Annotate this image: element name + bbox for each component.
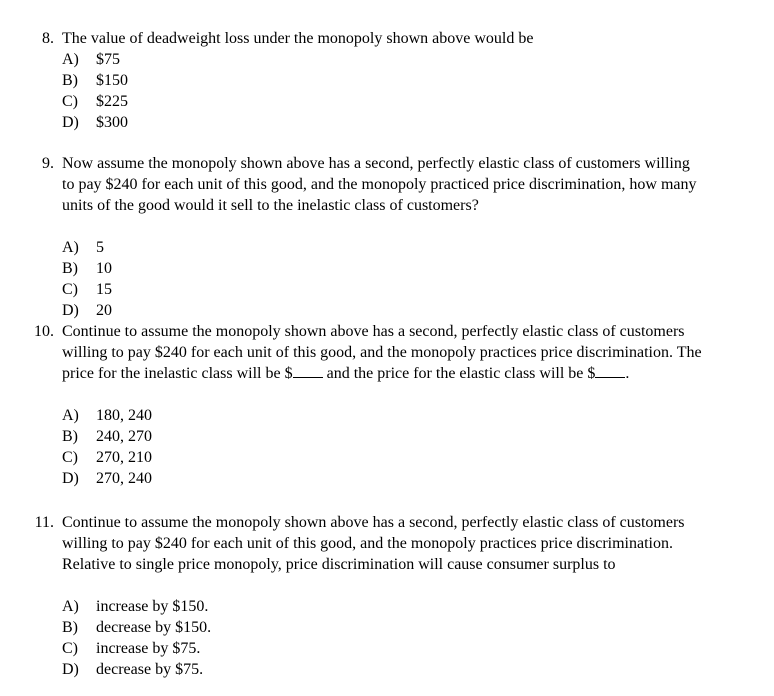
question-text [62,321,712,384]
option-letter: B) [62,428,78,445]
option-letter: C) [62,281,78,298]
option-text: $150 [96,72,128,89]
option-c [62,279,112,300]
option-letter: D) [62,302,79,319]
option-letter: B) [62,72,78,89]
option-letter: A) [62,239,79,256]
option-d [62,659,203,680]
answer-blank [595,364,625,378]
question-text-part2: and the price for the elastic class will be $ [322,365,596,382]
option-letter: D) [62,470,79,487]
question-number: 9. [42,155,54,172]
option-b [62,617,211,638]
question-text: Now assume the monopoly shown above has a second, perfectly elastic class of customers willing to pay $240 for each unit of this good, and the monopoly practiced price discrimination, how many units of the good would it sell to the inelastic class of customers? [62,155,697,214]
option-letter: D) [62,661,79,678]
option-d [62,112,128,133]
option-text: $75 [96,51,120,68]
option-d [62,300,112,321]
answer-blank [293,364,323,378]
option-a [62,405,152,426]
option-letter: C) [62,449,78,466]
option-text: 5 [96,239,104,256]
option-text: increase by $150. [96,598,209,615]
question-text-part1: Continue to assume the monopoly shown above has a second, perfectly elastic class of customers willing to pay $240 for each unit of this good, and the monopoly practices price discrimination. The price for the inelastic class will be $ [62,323,702,382]
option-c [62,447,152,468]
option-d [62,468,152,489]
option-b [62,70,128,91]
question-text: The value of deadweight loss under the monopoly shown above would be [62,30,534,47]
option-text: 10 [96,260,112,277]
option-text: $300 [96,114,128,131]
option-c [62,91,128,112]
option-letter: B) [62,619,78,636]
option-text: 240, 270 [96,428,152,445]
option-b [62,426,152,447]
option-letter: A) [62,51,79,68]
question-number: 10. [34,323,54,340]
option-c [62,638,200,659]
option-letter: D) [62,114,79,131]
option-text: 15 [96,281,112,298]
question-number: 8. [42,30,54,47]
option-text: decrease by $75. [96,661,204,678]
option-text: increase by $75. [96,640,201,657]
question-text: Continue to assume the monopoly shown above has a second, perfectly elastic class of customers willing to pay $240 for each unit of this good, and the monopoly practices price discrimination. Relative to single price monopoly, price discrimination will cause consumer surplus to [62,514,685,573]
option-letter: B) [62,260,78,277]
question-text-part3: . [625,365,630,382]
option-a [62,596,208,617]
option-a [62,237,104,258]
option-letter: C) [62,640,78,657]
option-letter: C) [62,93,78,110]
option-a [62,49,120,70]
option-letter: A) [62,407,79,424]
option-text: 270, 210 [96,449,152,466]
option-text: $225 [96,93,128,110]
option-text: 20 [96,302,112,319]
option-text: 180, 240 [96,407,152,424]
option-text: decrease by $150. [96,619,212,636]
option-text: 270, 240 [96,470,152,487]
option-letter: A) [62,598,79,615]
question-number: 11. [34,514,54,531]
option-b [62,258,112,279]
